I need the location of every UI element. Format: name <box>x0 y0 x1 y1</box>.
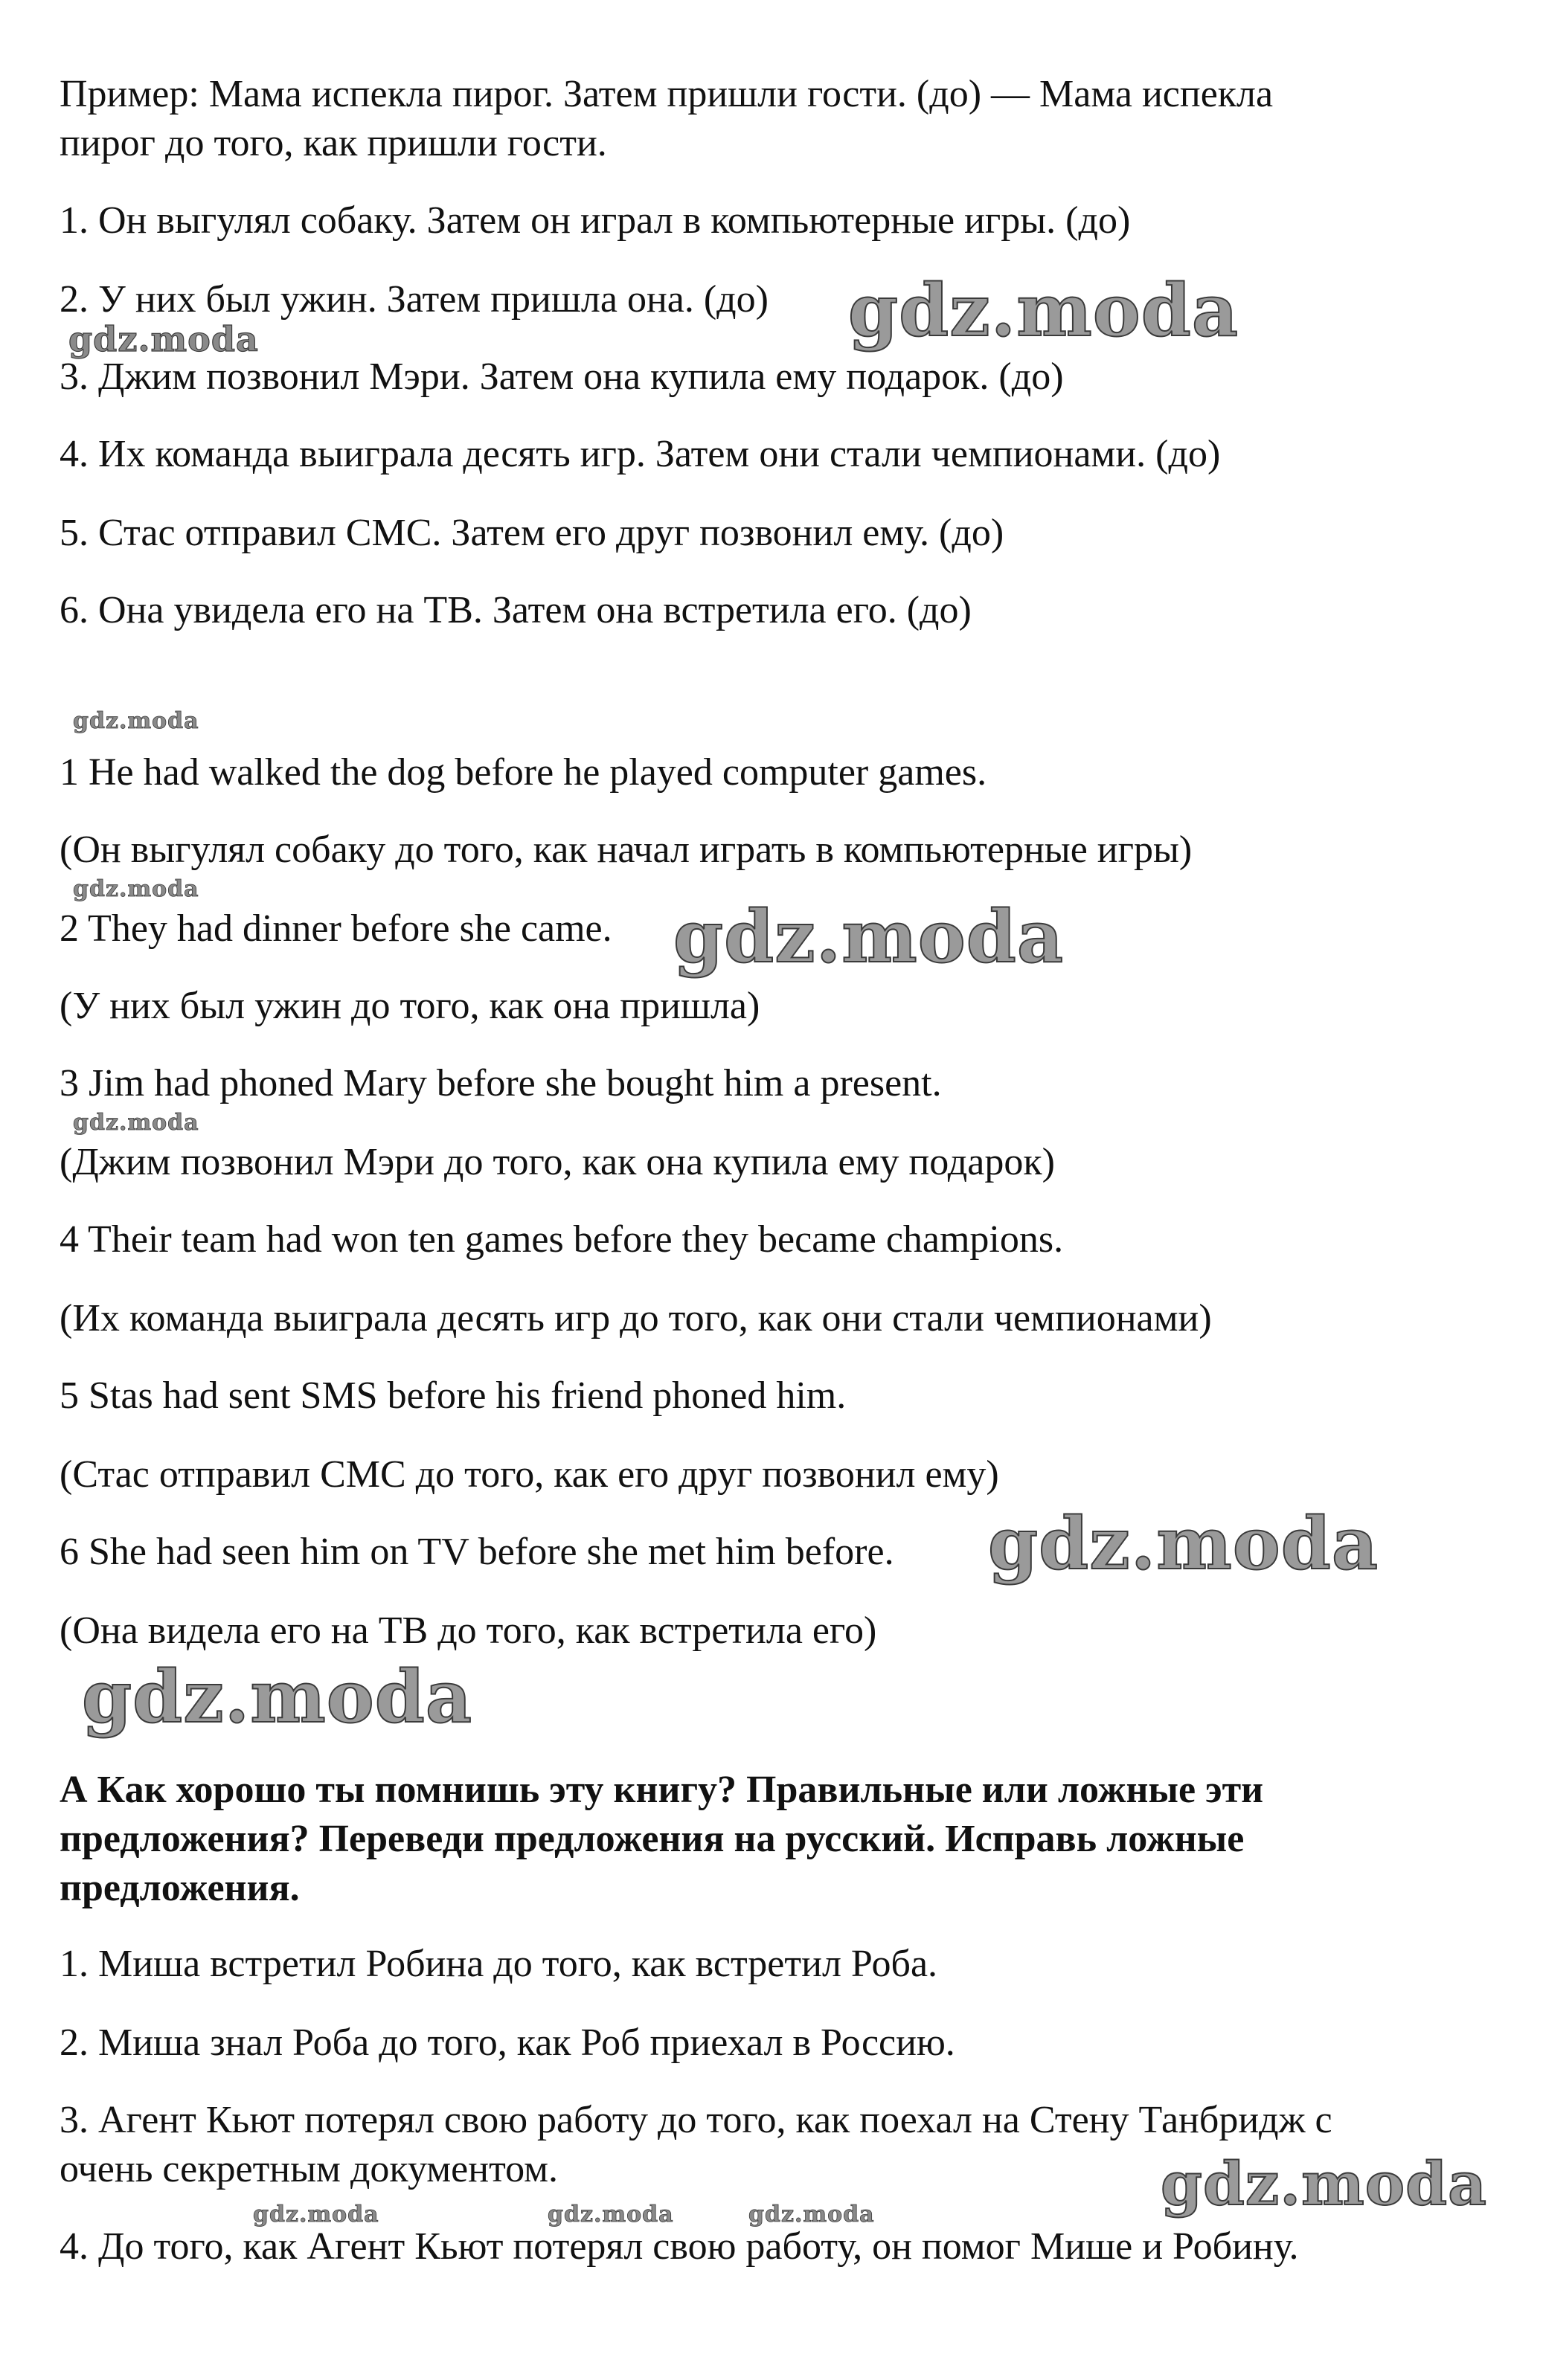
section-a-item-3-continued: очень секретным документом. <box>60 2148 559 2190</box>
section-a-heading-line-2: предложения? Переведи предложения на русский. Исправь ложные <box>60 1818 1245 1860</box>
answer-6-ru: (Она видела его на ТВ до того, как встретила его) <box>60 1609 877 1652</box>
answer-6-en: 6 She had seen him on TV before she met him before. <box>60 1531 894 1573</box>
watermark-logo: gdz.moda <box>548 2202 674 2228</box>
watermark-logo: gdz.moda <box>73 876 199 902</box>
task-sentence-2: 2. У них был ужин. Затем пришла она. (до) <box>60 278 769 321</box>
section-a-heading-line-3: предложения. <box>60 1867 300 1909</box>
task-sentence-1: 1. Он выгулял собаку. Затем он играл в компьютерные игры. (до) <box>60 199 1131 242</box>
section-a-heading-line-1: А Как хорошо ты помнишь эту книгу? Правильные или ложные эти <box>60 1769 1264 1811</box>
answer-3-en: 3 Jim had phoned Mary before she bought him a present. <box>60 1062 942 1104</box>
section-a-item-2: 2. Миша знал Роба до того, как Роб приехал в Россию. <box>60 2022 955 2064</box>
section-a-item-3: 3. Агент Кьют потерял свою работу до того, как поехал на Стену Танбридж с <box>60 2099 1332 2141</box>
answer-3-ru: (Джим позвонил Мэри до того, как она купила ему подарок) <box>60 1141 1055 1183</box>
watermark-logo: gdz.moda <box>748 2202 875 2228</box>
answer-5-ru: (Стас отправил СМС до того, как его друг позвонил ему) <box>60 1453 999 1496</box>
watermark-logo: gdz.moda <box>1161 2149 1487 2219</box>
watermark-logo: gdz.moda <box>673 895 1065 979</box>
watermark-logo: gdz.moda <box>82 1655 473 1739</box>
answer-4-en: 4 Their team had won ten games before they became champions. <box>60 1218 1064 1261</box>
watermark-logo: gdz.moda <box>253 2202 379 2228</box>
task-sentence-3: 3. Джим позвонил Мэри. Затем она купила ему подарок. (до) <box>60 356 1064 398</box>
answer-5-en: 5 Stas had sent SMS before his friend phoned him. <box>60 1374 847 1417</box>
section-a-item-4: 4. До того, как Агент Кьют потерял свою работу, он помог Мише и Робину. <box>60 2225 1299 2268</box>
answer-1-en: 1 He had walked the dog before he played computer games. <box>60 751 987 794</box>
answer-2-ru: (У них был ужин до того, как она пришла) <box>60 985 760 1027</box>
task-sentence-6: 6. Она увидела его на ТВ. Затем она встретила его. (до) <box>60 589 972 631</box>
watermark-logo: gdz.moda <box>988 1502 1379 1586</box>
task-sentence-5: 5. Стас отправил СМС. Затем его друг позвонил ему. (до) <box>60 512 1004 554</box>
watermark-logo: gdz.moda <box>68 319 259 359</box>
task-sentence-4: 4. Их команда выиграла десять игр. Затем они стали чемпионами. (до) <box>60 433 1221 475</box>
example-line-1: Пример: Мама испекла пирог. Затем пришли гости. (до) — Мама испекла <box>60 73 1274 115</box>
answer-2-en: 2 They had dinner before she came. <box>60 907 612 950</box>
section-a-item-1: 1. Миша встретил Робина до того, как встретил Роба. <box>60 1943 938 1985</box>
example-line-2: пирог до того, как пришли гости. <box>60 122 607 164</box>
watermark-logo: gdz.moda <box>848 268 1239 353</box>
watermark-logo: gdz.moda <box>73 708 199 734</box>
watermark-logo: gdz.moda <box>73 1110 199 1136</box>
answer-4-ru: (Их команда выиграла десять игр до того, как они стали чемпионами) <box>60 1297 1212 1339</box>
answer-1-ru: (Он выгулял собаку до того, как начал играть в компьютерные игры) <box>60 829 1193 871</box>
